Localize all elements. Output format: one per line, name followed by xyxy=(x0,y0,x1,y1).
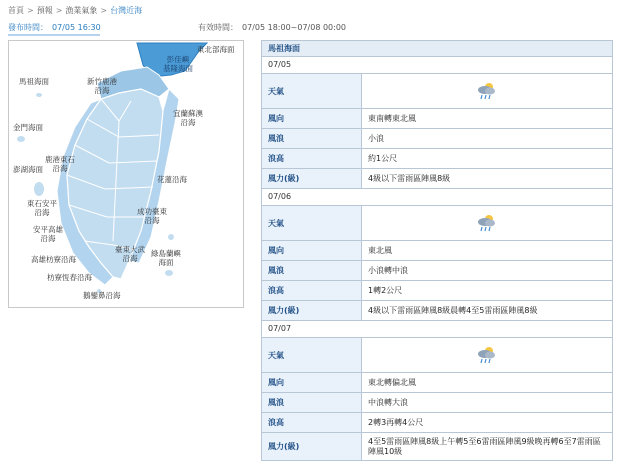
map-label-lugang[interactable]: 鹿港東石 沿海 xyxy=(45,155,75,173)
row-value: 4級以下雷雨區陣風8級 xyxy=(368,173,451,183)
row-value: 東北轉偏北風 xyxy=(368,377,416,387)
breadcrumb-home[interactable]: 首頁 xyxy=(8,5,24,15)
map-label-kinmen[interactable]: 金門海面 xyxy=(13,123,43,132)
green-island xyxy=(168,234,174,240)
row-value: 中浪轉大浪 xyxy=(368,397,408,407)
map-label-chenggong[interactable]: 成功臺東 沿海 xyxy=(137,207,167,225)
forecast-row-wave xyxy=(261,261,613,281)
map-label-fangliao[interactable]: 枋寮恆春沿海 xyxy=(47,273,92,282)
row-key: 風浪 xyxy=(262,261,362,280)
breadcrumb-separator: > xyxy=(100,5,108,15)
forecast-row-wave xyxy=(261,393,613,413)
breadcrumb xyxy=(8,4,142,16)
map-label-kaohsiung[interactable]: 高雄枋寮沿海 xyxy=(31,255,76,264)
breadcrumb-current[interactable]: 台灣近海 xyxy=(110,5,143,15)
forecast-date: 07/05 xyxy=(261,57,613,74)
row-key: 天氣 xyxy=(262,206,362,240)
orchid-island xyxy=(165,270,173,276)
row-value: 小浪轉中浪 xyxy=(368,265,408,275)
breadcrumb-separator: > xyxy=(27,5,34,15)
meta-row xyxy=(0,20,620,34)
row-key: 風向 xyxy=(262,373,362,392)
row-value xyxy=(362,206,612,240)
breadcrumb-fishery-weather[interactable]: 漁業氣象 xyxy=(65,5,98,15)
map-label-eluanbi[interactable]: 鵝鑾鼻沿海 xyxy=(83,291,121,300)
row-value: 2轉3再轉4公尺 xyxy=(368,417,424,427)
map-label-lanyu[interactable]: 綠島蘭嶼 海面 xyxy=(151,249,181,267)
map-label-yilan[interactable]: 宜蘭蘇澳 沿海 xyxy=(173,109,203,127)
row-key: 浪高 xyxy=(262,281,362,300)
forecast-row-wind-direction xyxy=(261,241,613,261)
row-value: 小浪 xyxy=(368,133,384,143)
penghu-island xyxy=(34,182,44,196)
breadcrumb-separator: > xyxy=(55,5,63,15)
matsu-island xyxy=(36,93,42,97)
row-key: 風向 xyxy=(262,109,362,128)
map-label-dongshi[interactable]: 東石安平 沿海 xyxy=(27,199,57,217)
map-label-matsu[interactable]: 馬祖海面 xyxy=(19,77,49,86)
map-label-hualien[interactable]: 花蓮沿海 xyxy=(157,175,187,184)
valid-time-label: 有效時間： xyxy=(198,23,238,32)
forecast-row-wind-force xyxy=(261,301,613,321)
row-value: 1轉2公尺 xyxy=(368,285,403,295)
breadcrumb-forecast[interactable]: 預報 xyxy=(36,5,53,15)
forecast-row-wave-height xyxy=(261,149,613,169)
forecast-row-weather xyxy=(261,74,613,109)
forecast-row-weather xyxy=(261,338,613,373)
forecast-date: 07/07 xyxy=(261,321,613,338)
row-value xyxy=(362,338,612,372)
partly-cloudy-rain-icon xyxy=(475,345,499,365)
row-value xyxy=(362,74,612,108)
valid-time xyxy=(198,22,346,33)
forecast-row-wind-direction xyxy=(261,109,613,129)
forecast-row-weather xyxy=(261,206,613,241)
publish-time xyxy=(8,22,101,33)
map-label-taitung[interactable]: 臺東大武 沿海 xyxy=(115,245,145,263)
forecast-row-wave-height xyxy=(261,413,613,433)
row-key: 天氣 xyxy=(262,74,362,108)
map-label-anping[interactable]: 安平高雄 沿海 xyxy=(33,225,63,243)
publish-time-label: 發布時間： xyxy=(8,23,48,32)
partly-cloudy-rain-icon xyxy=(475,213,499,233)
valid-time-value: 07/05 18:00~07/08 00:00 xyxy=(242,23,347,32)
map-label-pengjia[interactable]: 彭佳嶼 基隆海面 xyxy=(163,55,193,73)
forecast-region-title: 馬祖海面 xyxy=(261,40,613,57)
forecast-row-wave xyxy=(261,129,613,149)
forecast-date: 07/06 xyxy=(261,189,613,206)
map-label-penghu[interactable]: 澎湖海面 xyxy=(13,165,43,174)
row-key: 風浪 xyxy=(262,129,362,148)
row-value: 4至5雷雨區陣風8級上午轉5至6雷雨區陣風9級晚再轉6至7雷雨區陣風10級 xyxy=(368,436,601,456)
publish-time-value: 07/05 16:30 xyxy=(52,23,101,32)
row-value: 東南轉東北風 xyxy=(368,113,416,123)
row-key: 風力(級) xyxy=(262,169,362,188)
row-value: 東北風 xyxy=(368,245,392,255)
row-value: 4級以下雷雨區陣風8級晨轉4至5雷雨區陣風8級 xyxy=(368,305,538,315)
row-key: 風力(級) xyxy=(262,301,362,320)
row-key: 風向 xyxy=(262,241,362,260)
row-key: 風浪 xyxy=(262,393,362,412)
forecast-row-wind-direction xyxy=(261,373,613,393)
publish-time-underline xyxy=(8,34,100,36)
forecast-row-wind-force xyxy=(261,169,613,189)
forecast-row-wind-force xyxy=(261,433,613,461)
forecast-row-wave-height xyxy=(261,281,613,301)
map-label-northeast[interactable]: 東北部海面 xyxy=(197,45,235,54)
row-key: 浪高 xyxy=(262,149,362,168)
row-key: 天氣 xyxy=(262,338,362,372)
row-key: 風力(級) xyxy=(262,433,362,460)
forecast-table xyxy=(261,40,613,461)
sea-area-map xyxy=(8,40,244,308)
map-label-hsinchu[interactable]: 新竹鹿港 沿海 xyxy=(87,77,117,95)
kinmen-island xyxy=(17,136,25,142)
row-value: 約1公尺 xyxy=(368,153,398,163)
partly-cloudy-rain-icon xyxy=(475,81,499,101)
row-key: 浪高 xyxy=(262,413,362,432)
